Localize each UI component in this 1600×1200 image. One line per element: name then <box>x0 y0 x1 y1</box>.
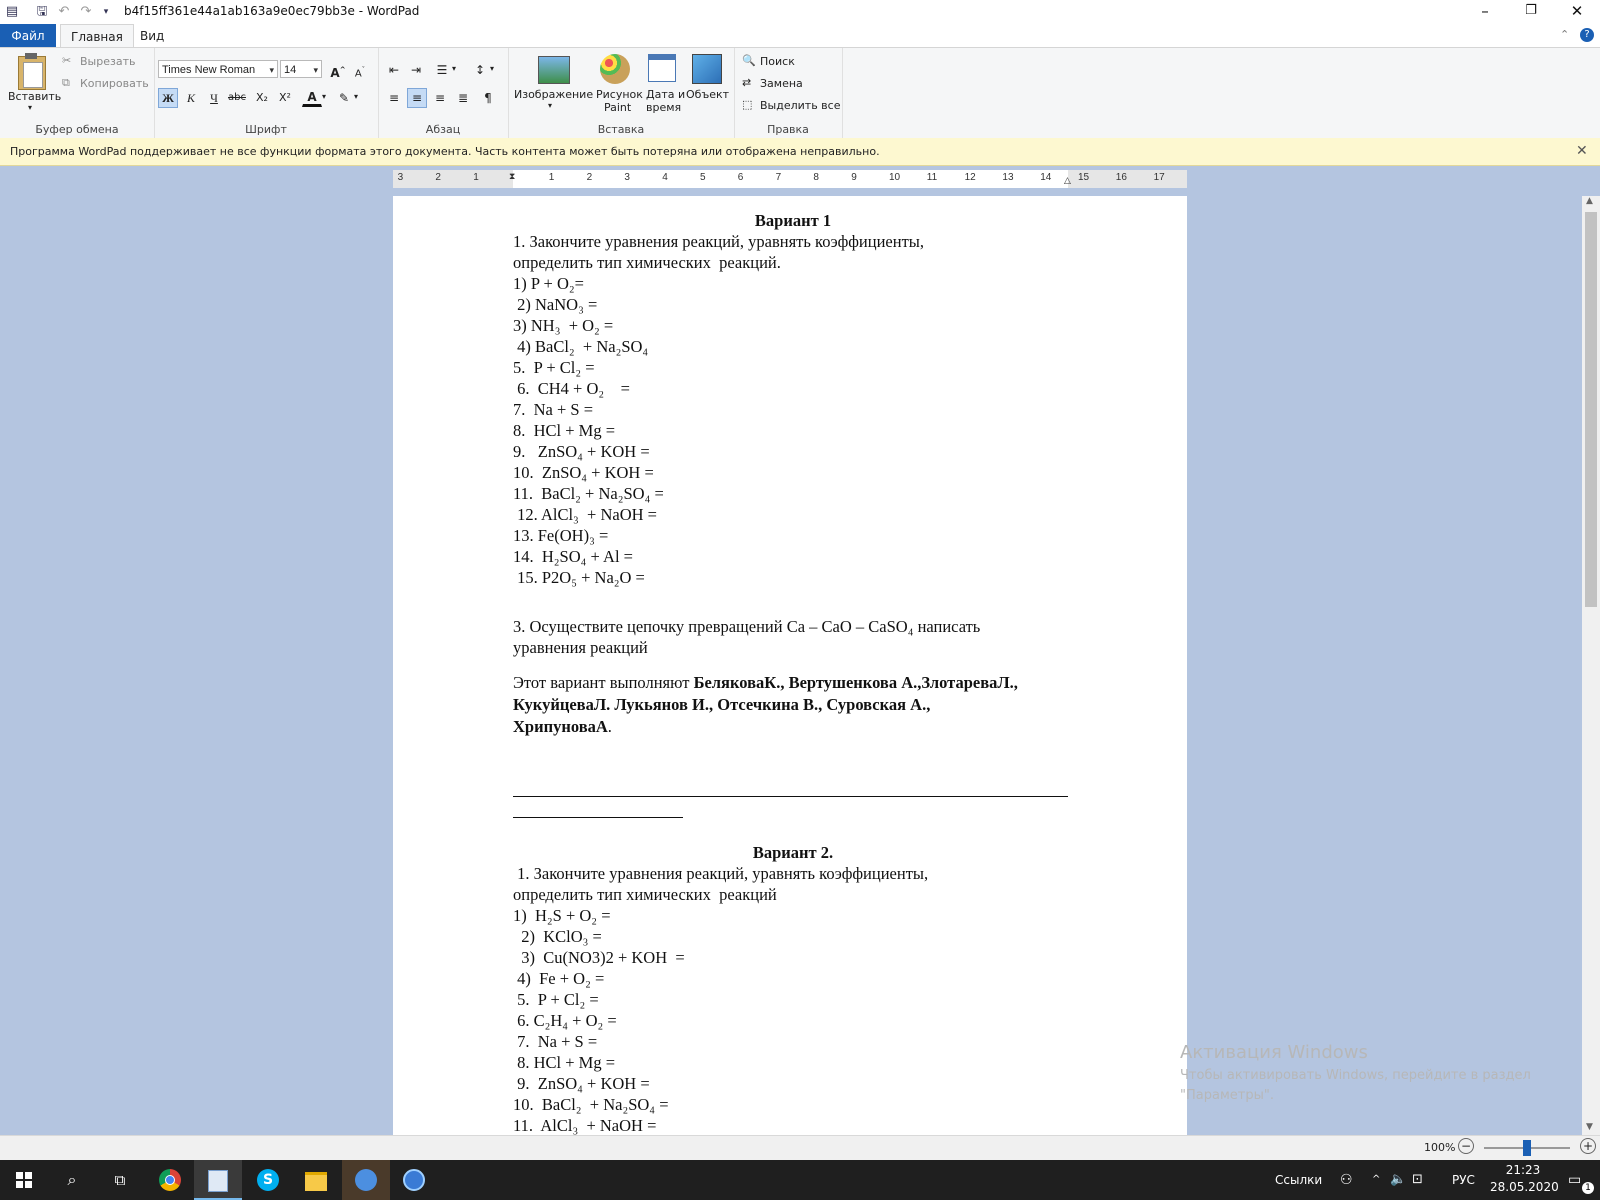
v1-equation: 6. CH4 + O₂ = <box>513 379 630 398</box>
v1-equation: 15. P2O₅ + Na₂O = <box>513 568 645 587</box>
paste-icon[interactable] <box>16 52 46 90</box>
redo-icon[interactable]: ↷ <box>80 4 92 19</box>
task-view-icon[interactable]: ⧉ <box>114 1171 126 1189</box>
file-explorer-icon[interactable] <box>292 1160 340 1200</box>
decrease-indent-icon[interactable]: ⇤ <box>388 63 400 77</box>
ruler-left-margin <box>393 170 516 188</box>
collapse-ribbon-icon[interactable]: ⌃ <box>1560 28 1570 41</box>
v1-equation: 1) P + O₂= <box>513 274 584 293</box>
search-icon[interactable]: ⌕ <box>67 1170 77 1189</box>
italic-button[interactable]: К <box>187 91 195 105</box>
ruler-label: 14 <box>1040 172 1052 183</box>
text-color-icon[interactable]: A <box>302 88 322 107</box>
insert-group-label: Вставка <box>597 123 645 136</box>
v1-equation-list <box>513 273 1073 588</box>
paste-dropdown-icon[interactable]: ▾ <box>28 103 33 112</box>
undo-icon[interactable]: ↶ <box>58 4 70 19</box>
assignees-names: БеляковаК., Вертушенкова А.,ЗлотареваЛ., КукуйцеваЛ. Лукьянов И., Отсечкина В., Суровская А., ХрипуноваА <box>513 673 1018 736</box>
ruler-label: 7 <box>775 172 782 183</box>
v1-equation: 9. ZnSO₄ + KOH = <box>513 442 650 461</box>
assignees-suffix: . <box>607 717 612 736</box>
taskbar <box>0 1160 1600 1200</box>
v1-assignees <box>513 672 1023 738</box>
status-bar <box>0 1135 1600 1161</box>
ruler-label: 5 <box>700 172 706 183</box>
paint-drawing-button-line2[interactable]: Paint <box>604 101 632 114</box>
line-spacing-dropdown-icon[interactable]: ▾ <box>490 64 495 73</box>
v2-equation-list <box>513 905 1073 1136</box>
ruler-label: 8 <box>813 172 819 183</box>
font-group-label: Шрифт <box>245 123 287 136</box>
ruler-label: 1 <box>473 172 479 183</box>
tab-file[interactable]: Файл <box>0 24 56 48</box>
ruler-label: 15 <box>1078 172 1090 183</box>
paragraph-group <box>378 48 509 138</box>
activation-watermark-text <box>1180 1066 1531 1106</box>
watermark-line2: "Параметры". <box>1180 1088 1274 1103</box>
paragraph-group-label: Абзац <box>425 123 461 136</box>
ruler-label: 9 <box>851 172 857 183</box>
v2-equation: 2) KClO₃ = <box>513 927 602 946</box>
v1-task1-line2: определить тип химических реакций. <box>513 253 781 272</box>
title-bar <box>0 0 1600 24</box>
editing-group-label: Правка <box>767 123 809 136</box>
v2-equation: 4) Fe + O₂ = <box>513 969 605 988</box>
tab-home[interactable]: Главная <box>60 24 134 48</box>
app2-taskbar-icon[interactable] <box>390 1160 438 1200</box>
wordpad-taskbar-icon[interactable] <box>194 1160 242 1200</box>
ruler-label: 3 <box>397 172 404 183</box>
insert-object-button[interactable]: Объект <box>686 88 730 101</box>
zoom-slider-thumb[interactable] <box>1523 1140 1531 1156</box>
paragraph-settings-icon[interactable]: ¶ <box>484 91 492 105</box>
ruler-label: 2 <box>586 172 593 183</box>
paint-icon[interactable] <box>600 54 630 84</box>
strikethrough-button[interactable]: abc <box>228 92 246 103</box>
close-button[interactable]: ✕ <box>1570 2 1584 20</box>
help-icon[interactable]: ? <box>1580 28 1594 42</box>
ruler-label: 11 <box>926 172 938 183</box>
zoom-in-icon[interactable]: + <box>1580 1138 1596 1154</box>
links-toolbar[interactable]: Ссылки <box>1275 1173 1323 1187</box>
chevron-down-icon: ▾ <box>313 65 318 75</box>
font-group <box>154 48 379 138</box>
copy-icon: ⧉ <box>62 76 70 89</box>
clock-time: 21:23 <box>1505 1163 1541 1177</box>
ruler-label: 6 <box>737 172 744 183</box>
wordpad-app-icon[interactable]: ▤ <box>5 4 19 19</box>
document-text[interactable] <box>513 210 1073 1136</box>
network-icon[interactable]: ⊡ <box>1412 1172 1423 1187</box>
ruler-label: 13 <box>1002 172 1014 183</box>
clock-date: 28.05.2020 <box>1490 1180 1559 1194</box>
watermark-line1: Чтобы активировать Windows, перейдите в раздел <box>1180 1068 1531 1083</box>
justify-icon[interactable]: ≣ <box>457 91 469 105</box>
notifications-icon[interactable]: ▭ <box>1568 1172 1582 1188</box>
v1-equation: 13. Fe(OH)₃ = <box>513 526 609 545</box>
maximize-button[interactable]: ❐ <box>1525 3 1537 18</box>
assignees-prefix: Этот вариант выполняют <box>513 673 694 692</box>
people-icon[interactable]: ⚇ <box>1340 1172 1353 1188</box>
bullets-dropdown-icon[interactable]: ▾ <box>452 64 457 73</box>
line-spacing-icon[interactable]: ↕ <box>474 63 486 77</box>
save-icon[interactable]: 🖫 <box>36 4 48 19</box>
highlight-dropdown-icon[interactable]: ▾ <box>354 92 359 101</box>
v1-task1-line1: 1. Закончите уравнения реакций, уравнять коэффициенты, <box>513 232 924 251</box>
v2-equation: 8. HCl + Mg = <box>513 1053 616 1072</box>
v1-equation: 11. BaCl₂ + Na₂SO₄ = <box>513 484 664 503</box>
v1-equation: 4) BaCl₂ + Na₂SO₄ <box>513 337 649 356</box>
ribbon-tabs <box>0 24 1600 48</box>
picture-dropdown-icon[interactable]: ▾ <box>548 101 553 110</box>
v1-equation: 10. ZnSO₄ + KOH = <box>513 463 654 482</box>
app-taskbar-icon[interactable] <box>342 1160 390 1200</box>
info-bar-message: Программа WordPad поддерживает не все функции формата этого документа. Часть контента может быть потеряна или отображена неправильно. <box>10 145 880 158</box>
editing-group <box>734 48 843 138</box>
select-all-icon: ⬚ <box>742 98 753 111</box>
insert-picture-button[interactable]: Изображение <box>514 88 594 101</box>
chrome-icon[interactable] <box>146 1160 194 1200</box>
close-icon[interactable]: ✕ <box>1576 143 1588 159</box>
document-page[interactable] <box>393 196 1187 1136</box>
clipboard-group-label: Буфер обмена <box>35 123 119 136</box>
zoom-level: 100% <box>1424 1141 1456 1154</box>
shrink-font-icon[interactable]: $A^ˇ$ <box>354 66 366 80</box>
picture-icon[interactable] <box>538 56 570 84</box>
v1-equation: 7. Na + S = <box>513 400 594 419</box>
v1-task3-line1: 3. Осуществите цепочку превращений Ca – CaO – CaSO₄ написать <box>513 617 981 636</box>
underline-button[interactable]: Ч <box>210 91 218 105</box>
ruler-label: 2 <box>435 172 441 183</box>
font-family-select[interactable] <box>158 60 278 78</box>
tab-view[interactable]: Вид <box>140 29 165 43</box>
scroll-down-icon[interactable]: ▼ <box>1586 1122 1593 1132</box>
replace-icon: ⇄ <box>742 76 752 89</box>
compatibility-info-bar <box>0 138 1600 166</box>
ruler-label: 1 <box>548 172 555 183</box>
v1-equation: 8. HCl + Mg = <box>513 421 616 440</box>
datetime-button-line2[interactable]: время <box>646 101 682 114</box>
windows-start-icon[interactable] <box>0 1160 48 1200</box>
ruler-label: 16 <box>1115 172 1127 183</box>
window-title: b4f15ff361e44a1ab163a9e0ec79bb3e - WordPad <box>124 4 420 18</box>
v1-equation: 5. P + Cl₂ = <box>513 358 595 377</box>
v1-task3-line2: уравнения реакций <box>513 638 648 657</box>
v2-equation: 5. P + Cl₂ = <box>513 990 599 1009</box>
align-center-icon[interactable]: ≡ <box>407 88 427 108</box>
minimize-button[interactable]: – <box>1481 2 1489 20</box>
highlight-icon[interactable]: ✎ <box>338 91 350 105</box>
increase-indent-icon[interactable]: ⇥ <box>410 63 422 77</box>
grow-font-icon[interactable]: A^ <box>330 66 346 80</box>
ruler-label: 10 <box>889 172 901 183</box>
notification-count: 1 <box>1582 1182 1594 1194</box>
zoom-out-icon[interactable]: − <box>1458 1138 1474 1154</box>
v1-equation: 12. AlCl₃ + NaOH = <box>513 505 657 524</box>
select-all-button[interactable]: Выделить все <box>760 99 841 112</box>
subscript-icon[interactable]: X₂ <box>256 91 268 104</box>
variant-1-title: Вариант 1 <box>754 211 832 230</box>
find-button[interactable]: Поиск <box>760 55 795 68</box>
font-size-value: 14 <box>284 64 297 76</box>
v2-equation: 3) Cu(NO3)2 + KOH = <box>513 948 685 967</box>
chevron-up-icon[interactable]: ^ <box>1372 1174 1381 1185</box>
v2-equation: 7. Na + S = <box>513 1032 598 1051</box>
first-line-indent-marker[interactable]: ⧗ <box>509 172 516 182</box>
ribbon <box>0 47 1600 139</box>
v2-equation: 11. AlCl₃ + NaOH = <box>513 1116 657 1135</box>
v2-equation: 9. ZnSO₄ + KOH = <box>513 1074 650 1093</box>
paste-button[interactable]: Вставить <box>8 90 62 103</box>
paint-drawing-button-line1[interactable]: Рисунок <box>596 88 643 101</box>
v1-equation: 14. H₂SO₄ + Al = <box>513 547 633 566</box>
find-icon: 🔍 <box>742 54 756 67</box>
text-color-dropdown-icon[interactable]: ▾ <box>322 92 327 101</box>
scrollbar-thumb[interactable] <box>1585 212 1597 607</box>
cut-button[interactable]: Вырезать <box>80 55 136 68</box>
superscript-icon[interactable]: X² <box>279 91 291 104</box>
calendar-icon[interactable] <box>648 54 676 82</box>
variant-2-title: Вариант 2. <box>752 843 834 862</box>
datetime-button-line1[interactable]: Дата и <box>646 88 686 101</box>
customize-quick-access-icon[interactable]: ▾ <box>103 7 109 17</box>
ruler-label: 17 <box>1153 172 1165 183</box>
v2-equation: 1) H₂S + O₂ = <box>513 906 611 925</box>
v1-equation: 2) NaNO₃ = <box>513 295 598 314</box>
insert-group <box>508 48 735 138</box>
replace-button[interactable]: Замена <box>760 77 803 90</box>
v2-task1-line2: определить тип химических реакций <box>513 885 777 904</box>
copy-button[interactable]: Копировать <box>80 77 149 90</box>
object-icon[interactable] <box>692 54 722 84</box>
align-left-icon[interactable]: ≡ <box>388 91 400 105</box>
bold-button[interactable]: Ж <box>158 88 178 108</box>
language-indicator[interactable]: РУС <box>1452 1173 1475 1187</box>
bullets-icon[interactable]: ☰ <box>436 63 448 77</box>
skype-icon[interactable]: S <box>244 1160 292 1200</box>
ruler-label: 4 <box>662 172 668 183</box>
font-size-select[interactable] <box>280 60 322 78</box>
v2-equation: 6. C₂H₄ + O₂ = <box>513 1011 617 1030</box>
clock[interactable] <box>1490 1162 1559 1196</box>
font-family-value: Times New Roman <box>162 64 256 76</box>
clipboard-group <box>0 48 155 138</box>
v1-equation: 3) NH₃ + O₂ = <box>513 316 614 335</box>
activation-watermark-title: Активация Windows <box>1180 1042 1368 1063</box>
v2-task1-line1: 1. Закончите уравнения реакций, уравнять коэффициенты, <box>513 864 929 883</box>
scroll-up-icon[interactable]: ▲ <box>1586 196 1593 206</box>
chevron-down-icon: ▾ <box>269 65 274 75</box>
align-right-icon[interactable]: ≡ <box>434 91 446 105</box>
ruler-label: 12 <box>964 172 976 183</box>
cut-icon: ✂ <box>62 54 72 67</box>
volume-icon[interactable]: 🔈 <box>1390 1172 1407 1187</box>
v2-equation: 10. BaCl₂ + Na₂SO₄ = <box>513 1095 669 1114</box>
right-indent-marker[interactable]: △ <box>1064 176 1071 186</box>
ruler-label: 3 <box>624 172 630 183</box>
